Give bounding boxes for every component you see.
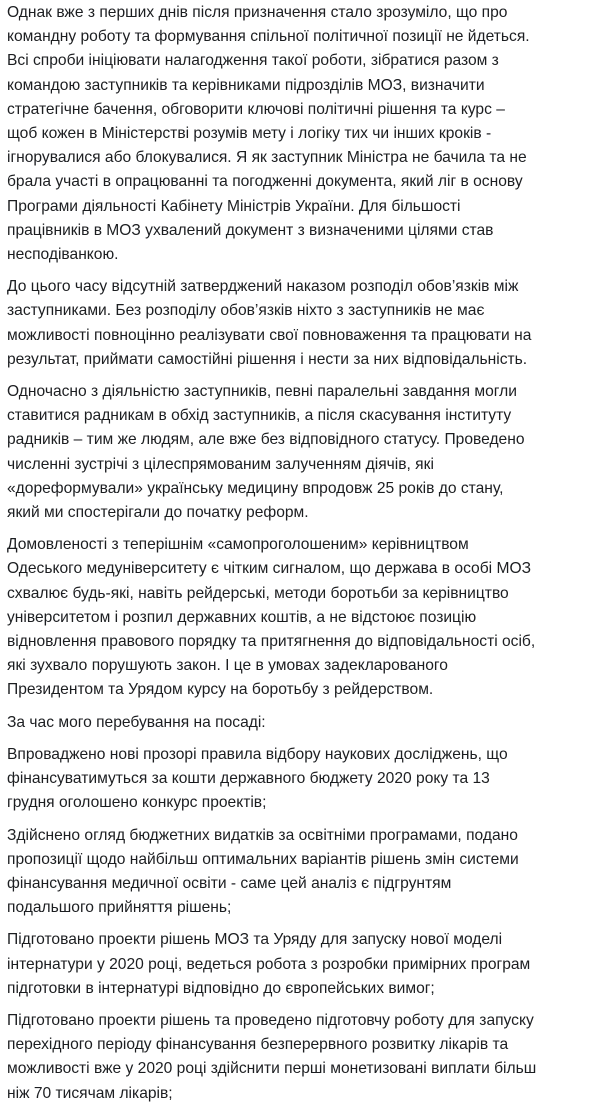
paragraph-internship-model: Підготовано проекти рішень МОЗ та Уряду для запуску нової моделі інтернатури у 2020 році, ведеться робота з розробки примірних програм підготовки в інтернатурі відповідно до європейських вимог; — [7, 931, 531, 997]
paragraph-odesa-university: Домовленості з теперішнім «самопроголошеним» керівництвом Одеського медуніверситету є чітким сигналом, що держава в особі МОЗ схвалює будь-які, навіть рейдерські, методи боротьби за керівництво університетом і розпил державних коштів, а не відстоює позицію відновлення правового порядку та притягнення до відповідальності осіб, які зухвало порушують закон. І це в умовах задекларованого Президентом та Урядом курсу на боротьбу з рейдерством. — [7, 536, 536, 699]
paragraph-parallel-tasks: Одночасно з діяльністю заступників, певні паралельні завдання могли ставитися радникам в обхід заступників, а після скасування інституту радників – тим же людям, але вже без відповідного статусу. Проведено численні зустрічі з цілеспрямованим залученням діячів, які «дореформували» українську медицину впродовж 25 років до стану, який ми спостерігали до початку реформ. — [7, 383, 525, 522]
paragraph-team-work: Однак вже з перших днів після призначення стало зрозуміло, що про командну роботу та формування спільної політичної позиції не йдеться. Всі спроби ініціювати налагодження такої роботи, зібратися разом з командою заступників та керівниками підрозділів МОЗ, визначити стратегічне бачення, обговорити ключові політичні рішення та курс – щоб кожен в Міністерстві розумів мету і логіку тих чи інших кроків - ігнорувалися або блокувалися. Я як заступник Міністра не бачила та не брала участі в опрацюванні та погодженні документа, який ліг в основу Програми діяльності Кабінету Міністрів України. Для більшості працівників в МОЗ ухвалений документ з визначеними цілями став несподіванкою. — [7, 4, 530, 264]
paragraph-budget-review: Здійснено огляд бюджетних видатків за освітніми програмами, подано пропозиції щодо найбільш оптимальних варіантів рішень змін системи фінансування медичної освіти - саме цей аналіз є підгрунтям подальшого прийняття рішень; — [7, 826, 519, 917]
post-body — [0, 1, 607, 1106]
paragraph-cpd-financing: Підготовано проекти рішень та проведено підготовчу роботу для запуску перехідного періоду фінансування безперервного розвитку лікарів та можливості вже у 2020 році здійснити перші монетизовані виплати більш ніж 70 тисячам лікарів; — [7, 1011, 537, 1102]
paragraph-research-selection: Впроваджено нові прозорі правила відбору наукових досліджень, що фінансуватимуться за кошти державного бюджету 2020 року та 13 грудня оголошено конкурс проектів; — [7, 745, 508, 812]
paragraph-duties-distribution: До цього часу відсутній затверджений наказом розподіл обов’язків між заступниками. Без розподілу обов’язків ніхто з заступників не має можливості повноцінно реалізувати свої повноваження та працювати на результат, приймати самостійні рішення і нести за них відповідальність. — [7, 278, 532, 368]
paragraph-achievements-intro: За час мого перебування на посаді: — [7, 713, 266, 731]
